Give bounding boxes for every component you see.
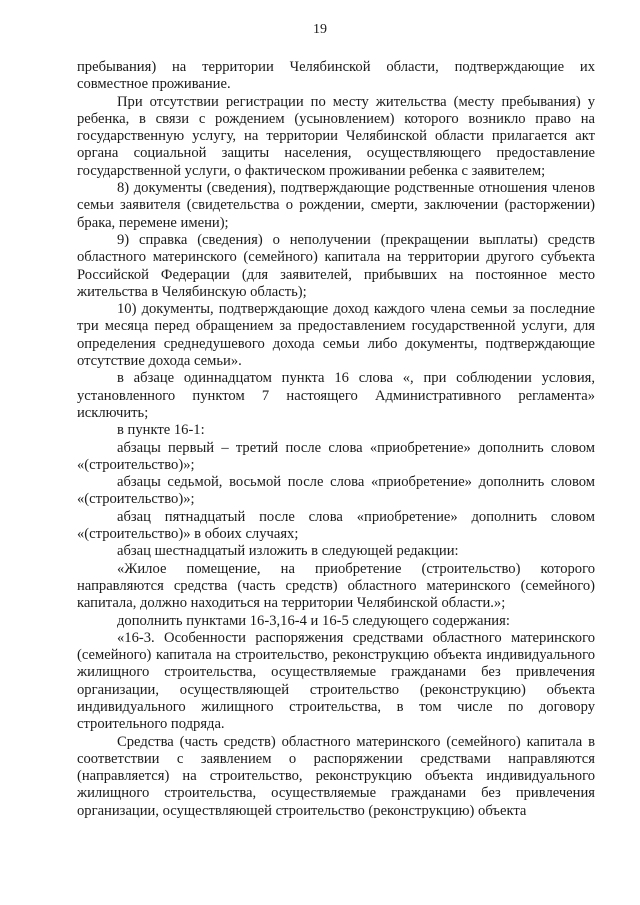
paragraph-quoted-housing: «Жилое помещение, на приобретение (строительство) которого направляются средства (часть средств) областного материнского (семейного) капитала, должно находиться на территории Челябинской области.»; [77, 560, 595, 612]
paragraph-continuation: пребывания) на территории Челябинской области, подтверждающие их совместное проживание. [77, 59, 595, 93]
paragraph-amendment-1-3: абзацы первый – третий после слова «приобретение» дополнить словом «(строительство)»; [77, 439, 595, 473]
page-number: 19 [313, 22, 327, 37]
paragraph-point-16-3: «16-3. Особенности распоряжения средствами областного материнского (семейного) капитала на строительство, реконструкцию объекта индивидуального жилищного строительства, осуществляемые гражданами без привлечения организации, осуществляющей строительство (реконструкцию) объекта индивидуального жилищного строительства, в том числе по договору строительного подряда. [77, 629, 595, 733]
paragraph-amendment-7-8: абзацы седьмой, восьмой после слова «приобретение» дополнить словом «(строительство)»; [77, 474, 595, 508]
paragraph-point-16-1: в пункте 16-1: [117, 422, 205, 439]
paragraph-add-points: дополнить пунктами 16-3,16-4 и 16-5 следующего содержания: [117, 612, 510, 629]
paragraph-registration-note: При отсутствии регистрации по месту жительства (месту пребывания) у ребенка, в связи с рождением (усыновлением) которого возникло право на государственную услугу, на территории Челябинской области прилагается акт органа социальной защиты населения, осуществляющего предоставление государственной услуги, о фактическом проживании ребенка с заявителем; [77, 93, 595, 179]
list-item-9: 9) справка (сведения) о неполучении (прекращении выплаты) средств областного материнского (семейного) капитала на территории другого субъекта Российской Федерации (для заявителей, прибывших на постоянное место жительства в Челябинскую область); [77, 231, 595, 300]
paragraph-funds-direction: Средства (часть средств) областного материнского (семейного) капитала в соответствии с заявлением о распоряжении средствами направляются (направляется) на строительство, реконструкцию объекта индивидуального жилищного строительства, осуществляемые гражданами без привлечения организации, осуществляющей строительство (реконструкцию) объекта [77, 733, 595, 819]
document-body [77, 59, 595, 820]
list-item-8: 8) документы (сведения), подтверждающие родственные отношения членов семьи заявителя (свидетельства о рождении, смерти, заключении (расторжении) брака, перемене имени); [77, 180, 595, 231]
paragraph-amendment-15: абзац пятнадцатый после слова «приобретение» дополнить словом «(строительство)» в обоих случаях; [77, 508, 595, 543]
list-item-10: 10) документы, подтверждающие доход каждого члена семьи за последние три месяца перед обращением за предоставлением государственной услуги, для определения среднедушевого дохода семьи либо документы, подтверждающие отсутствие дохода семьи». [77, 301, 595, 370]
paragraph-amendment-16th: абзац шестнадцатый изложить в следующей редакции: [117, 543, 459, 560]
paragraph-amendment-16: в абзаце одиннадцатом пункта 16 слова «, при соблюдении условия, установленного пунктом 7 настоящего Административного регламента» исключить; [77, 370, 595, 421]
